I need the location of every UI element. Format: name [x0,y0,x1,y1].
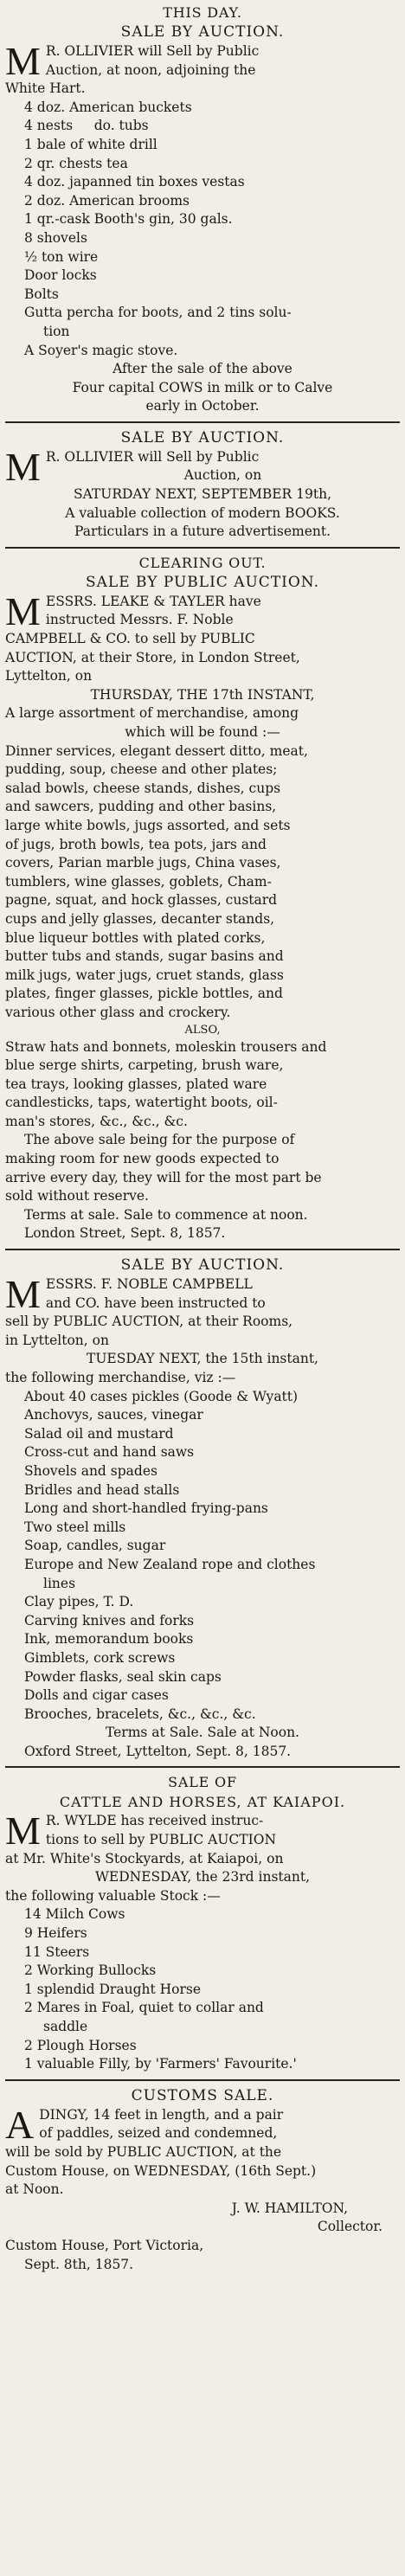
list-item: 2 qr. chests tea [24,155,128,171]
heading: SALE OF [168,1774,237,1791]
list-item: 2 Plough Horses [24,2037,137,2053]
list-item: Anchovys, sauces, vinegar [24,1407,203,1423]
text-line: Auction, at noon, adjoining the [45,61,256,78]
text-line: in Lyttelton, on [5,1332,109,1348]
text-line: DINGY, 14 feet in length, and a pair [39,2106,284,2123]
text-line: candlesticks, taps, watertight boots, oil- [5,1095,278,1111]
divider [5,1766,400,1768]
text-line: Lyttelton, on [5,668,93,684]
text-line: at Noon. [5,2181,64,2198]
text-line: of paddles, seized and condemned, [39,2125,278,2142]
text-line: tions to sell by PUBLIC AUCTION [45,1832,277,1848]
text-line: large white bowls, jugs assorted, and sets [5,817,291,833]
text-line: The above sale being for the purpose of [24,1132,295,1148]
list-item: Dolls and cigar cases [24,1687,169,1704]
list-item: 4 nests do. tubs [24,118,149,134]
text-line: arrive every day, they will for the most part be [5,1169,322,1185]
advert-wylde-cattle [5,1773,400,2073]
text-line: Custom House, on WEDNESDAY, (16th Sept.) [5,2162,317,2179]
text-line: Custom House, Port Victoria, [5,2237,204,2253]
text-line: sell by PUBLIC AUCTION, at their Rooms, [5,1314,293,1330]
text-line: tumblers, wine glasses, goblets, Cham- [5,873,272,890]
text-line: various other glass and crockery. [5,1004,231,1020]
advert-leake-tayler [5,554,400,1243]
text-line: R. OLLIVIER will Sell by Public [45,43,260,59]
text-line: butter tubs and stands, sugar basins and [5,948,284,965]
text-line: at Mr. White's Stockyards, at Kaiapoi, on [5,1850,284,1866]
text-line: Sept. 8th, 1857. [24,2256,134,2272]
text-line: making room for new goods expected to [5,1151,280,1167]
heading: SALE BY AUCTION. [120,428,285,446]
heading: CLEARING OUT. [138,554,267,571]
divider [5,2079,400,2081]
list-item: Carving knives and forks [24,1612,195,1628]
text-line: After the sale of the above [112,361,292,377]
text-line: of jugs, broth bowls, tea pots, jars and [5,836,267,852]
text-line: ESSRS. F. NOBLE CAMPBELL [45,1276,253,1293]
text-line: tea trays, looking glasses, plated ware [5,1076,267,1092]
list-item: Shovels and spades [24,1462,158,1479]
text-line: R. WYLDE has received instruc- [45,1813,264,1829]
list-item: Soap, candles, sugar [24,1538,166,1554]
heading: CUSTOMS SALE. [131,2086,274,2104]
text-line: man's stores, &c., &c., &c. [5,1113,188,1129]
list-item-continued: tion [43,323,70,339]
list-item: Clay pipes, T. D. [24,1594,134,1610]
drop-cap: M [5,444,41,489]
list-item: 2 Mares in Foal, quiet to collar and [24,2000,264,2016]
list-item: A Soyer's magic stove. [24,342,178,358]
text-line: sold without reserve. [5,1188,149,1204]
list-item: 2 Working Bullocks [24,1963,157,1979]
list-item: Bridles and head stalls [24,1481,180,1498]
text-line: A large assortment of merchandise, among [5,705,299,722]
list-item: About 40 cases pickles (Goode & Wyatt) [24,1388,299,1404]
list-item: Door locks [24,267,97,284]
list-item: 1 splendid Draught Horse [24,1981,202,1997]
advert-ollivier-books [5,428,400,542]
text-line: Four capital COWS in milk or to Calve [72,379,333,395]
text-line: ALSO, [184,1023,221,1037]
list-item: Cross-cut and hand saws [24,1444,195,1461]
signature-title: Collector. [317,2219,382,2235]
drop-cap: M [5,1808,41,1853]
heading: SALE BY AUCTION. [120,1256,285,1275]
text-line: covers, Parian marble jugs, China vases, [5,855,281,871]
text-line: pudding, soup, cheese and other plates; [5,761,278,778]
text-line: plates, finger glasses, pickle bottles, and [5,986,283,1002]
list-item: 11 Steers [24,1943,90,1960]
list-item: Gutta percha for boots, and 2 tins solu- [24,305,292,321]
text-line: R. OLLIVIER will Sell by Public [45,448,260,465]
list-item: 14 Milch Cows [24,1906,125,1923]
divider [5,421,400,423]
text-line: which will be found :— [125,724,280,740]
drop-cap: M [5,588,41,633]
heading: SALE BY PUBLIC AUCTION. [85,573,319,591]
text-line: TUESDAY NEXT, the 15th instant, [87,1351,318,1367]
drop-cap: M [5,39,41,83]
text-line: cups and jelly glasses, decanter stands, [5,910,275,927]
list-item: Two steel mills [24,1519,126,1535]
list-item: 9 Heifers [24,1925,87,1942]
text-line: Oxford Street, Lyttelton, Sept. 8, 1857. [24,1743,292,1759]
text-line: Particulars in a future advertisement. [74,524,331,540]
list-item-continued: saddle [43,2019,88,2034]
text-line: the following valuable Stock :— [5,1887,221,1904]
list-item-continued: lines [43,1575,76,1591]
text-line: CAMPBELL & CO. to sell by PUBLIC [5,631,255,647]
list-item: Bolts [24,286,59,302]
text-line: London Street, Sept. 8, 1857. [24,1225,226,1242]
heading: SALE BY AUCTION. [120,23,285,41]
list-item: Powder flasks, seal skin caps [24,1668,222,1685]
text-line: early in October. [145,398,260,414]
list-item: 4 doz. American buckets [24,99,192,115]
text-line: WEDNESDAY, the 23rd instant, [94,1869,311,1885]
text-line: blue liqueur bottles with plated corks, [5,929,266,946]
text-line: Dinner services, elegant dessert ditto, meat, [5,742,308,759]
heading: CATTLE AND HORSES, AT KAIAPOI. [59,1794,346,1811]
text-line: Straw hats and bonnets, moleskin trousers and [5,1038,327,1055]
list-item: Brooches, bracelets, &c., &c., &c. [24,1706,256,1722]
text-line: THURSDAY, THE 17th INSTANT, [90,686,315,703]
text-line: blue serge shirts, carpeting, brush ware, [5,1057,284,1074]
drop-cap: A [5,2102,35,2147]
advert-ollivier-this-day [5,3,400,416]
text-line: Auction, on [183,467,262,484]
text-line: Terms at Sale. Sale at Noon. [106,1725,299,1741]
heading: THIS DAY. [163,4,242,21]
list-item: 4 doz. japanned tin boxes vestas [24,174,245,190]
advert-customs-sale [5,2086,400,2274]
list-item: Ink, memorandum books [24,1631,194,1648]
text-line: salad bowls, cheese stands, dishes, cups [5,780,281,796]
text-line: SATURDAY NEXT, SEPTEMBER 19th, [73,486,332,503]
list-item: 1 valuable Filly, by 'Farmers' Favourite.' [24,2056,297,2072]
text-line: and sawcers, pudding and other basins, [5,799,277,815]
list-item: Gimblets, cork screws [24,1649,176,1666]
advert-noble-campbell [5,1256,400,1761]
text-line: pagne, squat, and hock glasses, custard [5,892,278,909]
list-item: Salad oil and mustard [24,1425,174,1442]
text-line: and CO. have been instructed to [45,1294,266,1311]
list-item: 1 qr.-cask Booth's gin, 30 gals. [24,211,233,228]
list-item: ½ ton wire [24,248,99,265]
text-line: instructed Messrs. F. Noble [45,612,234,628]
text-line: White Hart. [5,80,86,97]
signature-name: J. W. HAMILTON, [231,2200,348,2216]
text-line: will be sold by PUBLIC AUCTION, at the [5,2143,282,2160]
text-line: AUCTION, at their Store, in London Street, [5,649,300,665]
list-item: 1 bale of white drill [24,136,158,152]
text-line: milk jugs, water jugs, cruet stands, glass [5,967,284,983]
list-item: 8 shovels [24,229,87,246]
drop-cap: M [5,1272,41,1317]
divider [5,1249,400,1250]
text-line: ESSRS. LEAKE & TAYLER have [45,593,261,609]
divider [5,547,400,549]
text-line: Terms at sale. Sale to commence at noon. [24,1206,308,1223]
list-item: Europe and New Zealand rope and clothes [24,1556,316,1572]
list-item: Long and short-handled frying-pans [24,1500,268,1517]
text-line: A valuable collection of modern BOOKS. [65,504,340,521]
list-item: 2 doz. American brooms [24,192,190,209]
text-line: the following merchandise, viz :— [5,1370,236,1385]
